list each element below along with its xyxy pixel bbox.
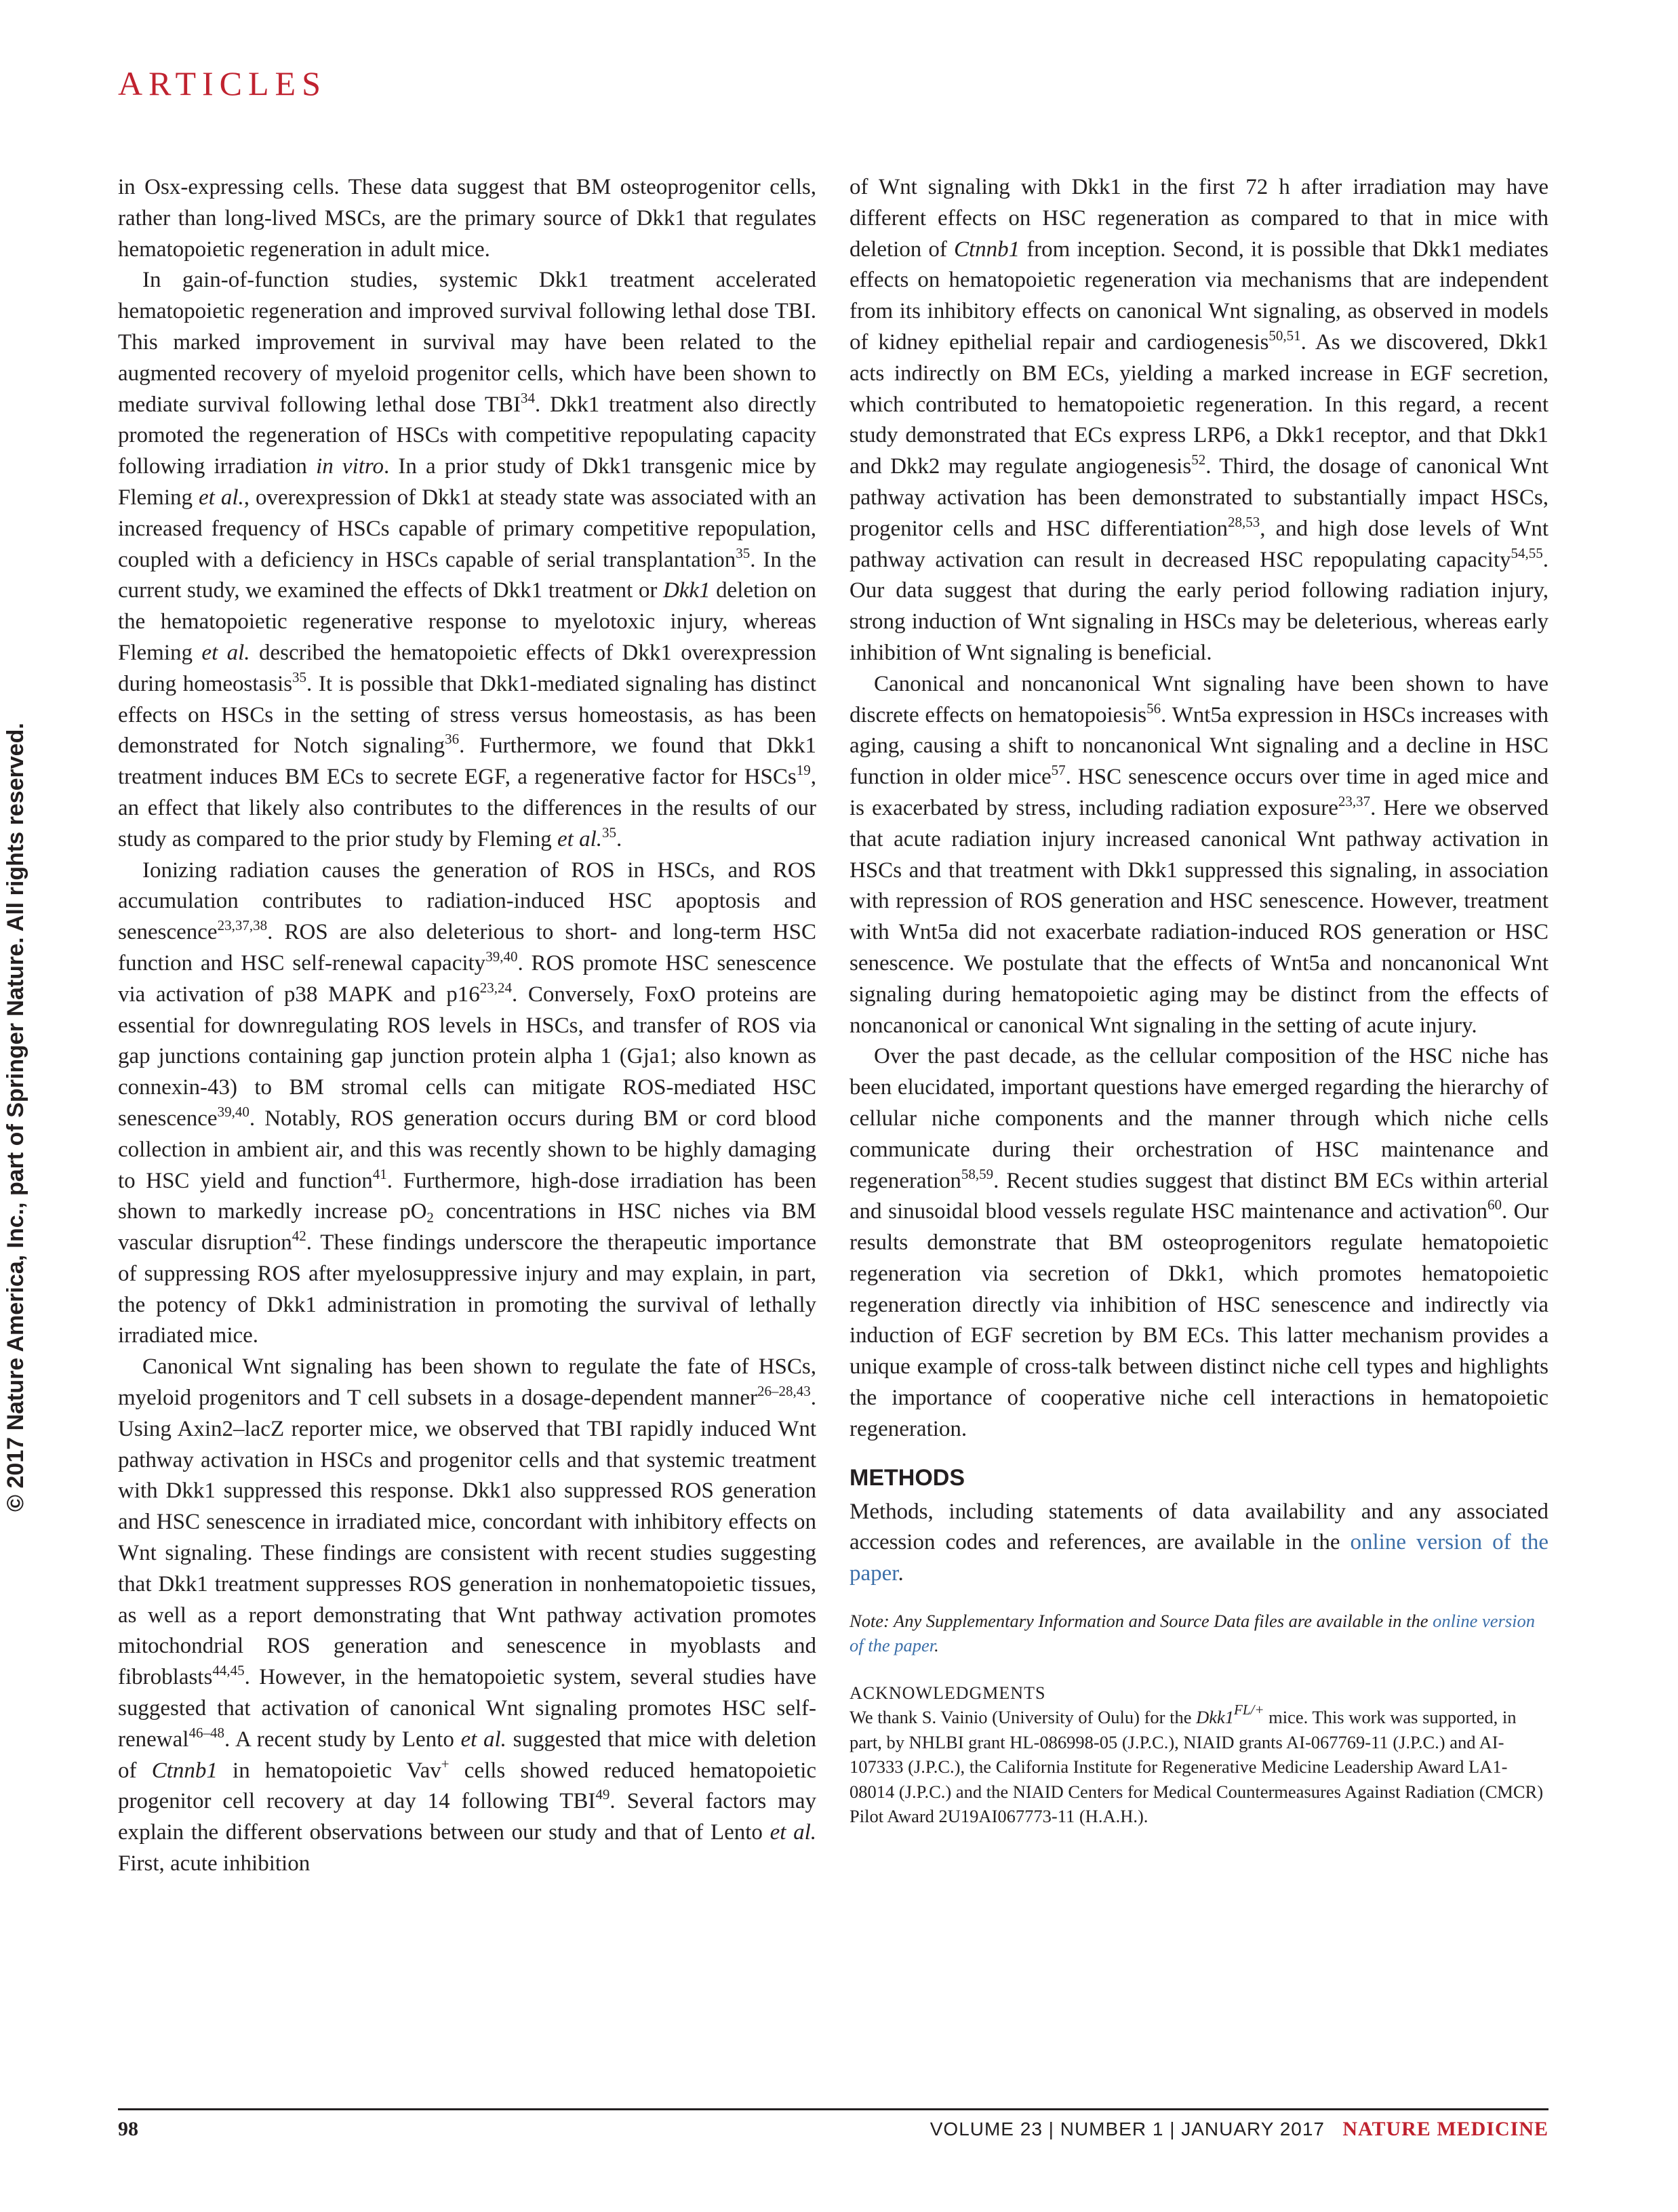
online-version-link[interactable]: online version of the paper — [850, 1530, 1549, 1586]
note-online-link[interactable]: online version of the paper — [850, 1611, 1535, 1656]
paragraph: Over the past decade, as the cellular composition of the HSC niche has been elucidated, important questions have emerged regarding the hierarchy of cellular niche components and the manner through which niche cells communicate during their orchestration of HSC maintenance and regeneration$^{58,59}$. Recent studies suggest that distinct BM ECs within arterial and sinusoidal blood vessels regulate HSC maintenance and activation$^{60}$. Our results demonstrate that BM osteoprogenitors regulate hematopoietic regeneration via secretion of Dkk1, which promotes hematopoietic regeneration directly via inhibition of HSC senescence and indirectly via induction of EGF secretion by BM ECs. This latter mechanism provides a unique example of cross-talk between distinct niche cell types and highlights the importance of cooperative niche cell interactions in hematopoietic regeneration. — [850, 1044, 1549, 1441]
methods-end: . — [898, 1561, 904, 1586]
right-column — [850, 172, 1549, 1829]
footer-rule — [118, 2108, 1549, 2110]
paragraph: in Osx-expressing cells. These data suggest that BM osteoprogenitor cells, rather than long-lived MSCs, are the primary source of Dkk1 that regulates hematopoietic regeneration in adult mice. — [118, 175, 816, 262]
note-end: . — [934, 1635, 939, 1656]
paragraph: Canonical Wnt signaling has been shown to regulate the fate of HSCs, myeloid progenitors and T cell subsets in a dosage-dependent manner$^{26-28,43}$. Using Axin2–lacZ reporter mice, we observed that TBI rapidly induced Wnt pathway activation in HSCs and progenitor cells and that systemic treatment with Dkk1 suppressed this response. Dkk1 also suppressed ROS generation and HSC senescence in irradiated mice, concordant with inhibitory effects on Wnt signaling. These findings are consistent with recent studies suggesting that Dkk1 treatment suppresses ROS generation in nonhematopoietic tissues, as well as a report demonstrating that Wnt pathway activation promotes mitochondrial ROS generation and senescence in myoblasts and fibroblasts$^{44,45}$. However, in the hematopoietic system, several studies have suggested that activation of canonical Wnt signaling promotes HSC self-renewal$^{46-48}$. A recent study by Lento et al. suggested that mice with deletion of Ctnnb1 in hematopoietic Vav+ cells showed reduced hematopoietic progenitor cell recovery at day 14 following TBI$^{49}$. Several factors may explain the different observations between our study and that of Lento et al. First, acute inhibition — [118, 1354, 817, 1876]
methods-body: Methods, including statements of data availability and any associated accession codes and references, are available in the — [850, 1499, 1549, 1555]
paragraph: of Wnt signaling with Dkk1 in the first 72 h after irradiation may have different effects on HSC regeneration as compared to that in mice with deletion of Ctnnb1 from inception. Second, it is possible that Dkk1 mediates effects on hematopoietic regeneration via mechanisms that are independent from its inhibitory effects on canonical Wnt signaling, as observed in models of kidney epithelial repair and cardiogenesis$^{50,51}$. As we discovered, Dkk1 acts indirectly on BM ECs, yielding a marked increase in EGF secretion, which contributed to hematopoietic regeneration. In this regard, a recent study demonstrated that ECs express LRP6, a Dkk1 receptor, and that Dkk1 and Dkk2 may regulate angiogenesis$^{52}$. Third, the dosage of canonical Wnt pathway activation has been demonstrated to substantially impact HSCs, progenitor cells and HSC differentiation$^{28,53}$, and high dose levels of Wnt pathway activation can result in decreased HSC repopulating capacity$^{54,55}$. Our data suggest that during the early period following radiation injury, strong induction of Wnt signaling in HSCs may be deleterious, whereas early inhibition of Wnt signaling is beneficial. — [850, 175, 1549, 665]
paragraph: In gain-of-function studies, systemic Dkk1 treatment accelerated hematopoietic regeneration and improved survival following lethal dose TBI. This marked improvement in survival may have been related to the augmented recovery of myeloid progenitor cells, which have been shown to mediate survival following lethal dose TBI$^{34}$. Dkk1 treatment also directly promoted the regeneration of HSCs with competitive repopulating capacity following irradiation in vitro. In a prior study of Dkk1 transgenic mice by Fleming et al., overexpression of Dkk1 at steady state was associated with an increased frequency of HSCs capable of primary competitive repopulation, coupled with a deficiency in HSCs capable of serial transplantation$^{35}$. In the current study, we examined the effects of Dkk1 treatment or Dkk1 deletion on the hematopoietic regenerative response to myelotoxic injury, whereas Fleming et al. described the hematopoietic effects of Dkk1 overexpression during homeostasis$^{35}$. It is possible that Dkk1-mediated signaling has distinct effects on HSCs in the setting of stress versus homeostasis, as has been demonstrated for Notch signaling$^{36}$. Furthermore, we found that Dkk1 treatment induces BM ECs to secrete EGF, a regenerative factor for HSCs$^{19}$, an effect that likely also contributes to the differences in the results of our study as compared to the prior study by Fleming et al.$^{35}$. — [118, 268, 816, 851]
acknowledgments-text: We thank S. Vainio (University of Oulu) for the $Dkk1^{FL/+}$ mice. This work was supported, in part, by NHLBI grant HL-086998-05 (J.P.C.), NIAID grants AI-067769-11 (J.P.C.) and AI-107333 (J.P.C.), the California Institute for Regenerative Medicine Leadership Award LA1-08014 (J.P.C.) and the NIAID Centers for Medical Countermeasures Against Radiation (CMCR) Pilot Award 2U19AI067773-11 (H.A.H.). — [850, 1702, 1544, 1827]
acknowledgments-heading: ACKNOWLEDGMENTS — [850, 1683, 1046, 1704]
journal-name: NATURE MEDICINE — [1342, 2118, 1549, 2140]
methods-heading: METHODS — [850, 1464, 965, 1491]
copyright-notice: © 2017 Nature America, Inc., part of Springer Nature. All rights reserved. — [3, 723, 28, 1512]
paragraph: Canonical and noncanonical Wnt signaling have been shown to have discrete effects on hematopoiesis$^{56}$. Wnt5a expression in HSCs increases with aging, causing a shift to noncanonical Wnt signaling and a decline in HSC function in older mice$^{57}$. HSC senescence occurs over time in aged mice and is exacerbated by stress, including radiation exposure$^{23,37}$. Here we observed that acute radiation injury increased canonical Wnt pathway activation in HSCs and that treatment with Dkk1 suppressed this signaling, in association with repression of ROS generation and HSC senescence. However, treatment with Wnt5a did not exacerbate radiation-induced ROS generation or HSC senescence. We postulate that the effects of Wnt5a and noncanonical Wnt signaling during hematopoietic aging may be distinct from the effects of noncanonical or canonical Wnt signaling in the setting of acute injury. — [850, 671, 1549, 1038]
note-body: Note: Any Supplementary Information and Source Data files are available in the — [850, 1611, 1429, 1632]
supplementary-note — [850, 1609, 1549, 1657]
page-number: 98 — [118, 2118, 138, 2140]
section-label: ARTICLES — [118, 64, 327, 102]
left-column — [118, 172, 816, 1880]
paragraph: Ionizing radiation causes the generation of ROS in HSCs, and ROS accumulation contributes to radiation-induced HSC apoptosis and senescence$^{23,37,38}$. ROS are also deleterious to short- and long-term HSC function and HSC self-renewal capacity$^{39,40}$. ROS promote HSC senescence via activation of p38 MAPK and p16$^{23,24}$. Conversely, FoxO proteins are essential for downregulating ROS levels in HSCs, and transfer of ROS via gap junctions containing gap junction protein alpha 1 (Gja1; also known as connexin-43) to BM stromal cells can mitigate ROS-mediated HSC senescence$^{39,40}$. Notably, ROS generation occurs during BM or cord blood collection in ambient air, and this was recently shown to be highly damaging to HSC yield and function$^{41}$. Furthermore, high-dose irradiation has been shown to markedly increase $pO_2$ concentrations in HSC niches via BM vascular disruption$^{42}$. These findings underscore the therapeutic importance of suppressing ROS after myelosuppressive injury and may explain, in part, the potency of Dkk1 administration in promoting the survival of lethally irradiated mice. — [118, 858, 817, 1348]
footer-issue — [930, 2118, 1549, 2141]
issue-info: VOLUME 23 | NUMBER 1 | JANUARY 2017 — [930, 2118, 1325, 2139]
methods-text — [850, 1497, 1549, 1590]
